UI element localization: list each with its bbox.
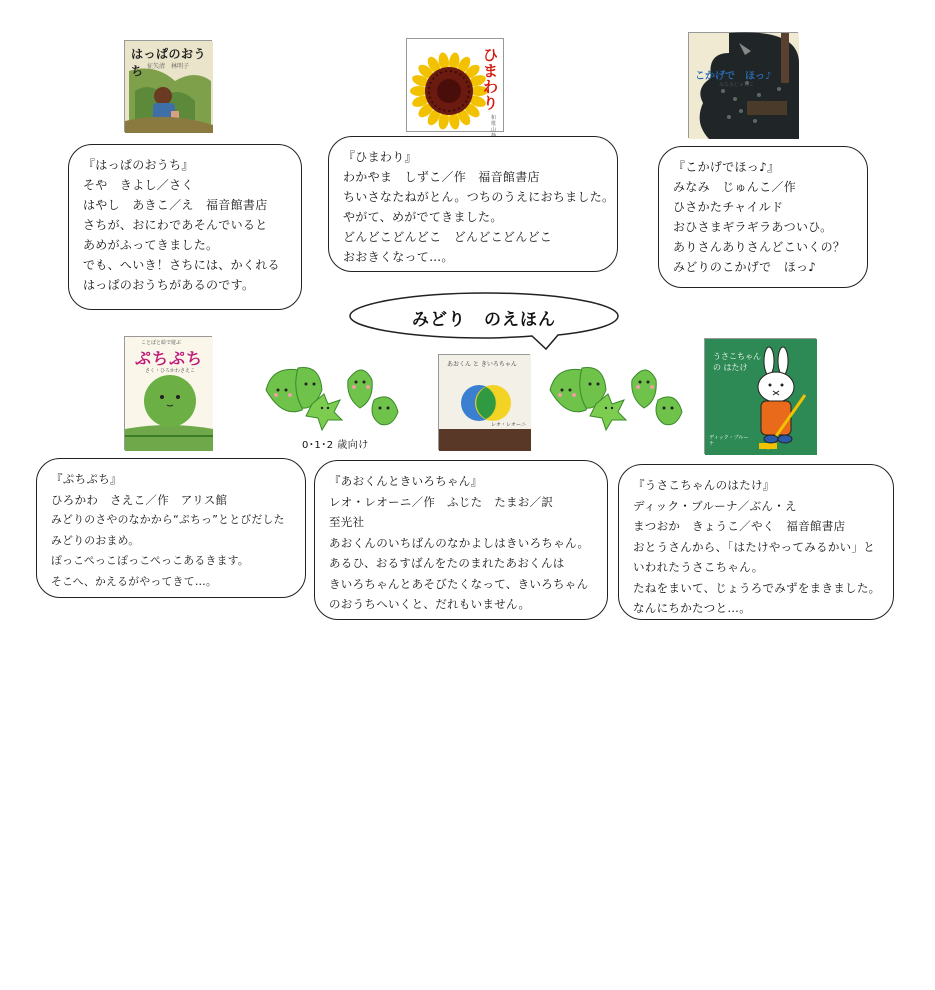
description-line: おひさまギラギラあついひ。: [673, 220, 833, 234]
description-line: ディック・ブルーナ／ぶん・え: [633, 498, 797, 513]
description-line: 『はっぱのおうち』: [83, 158, 194, 172]
himawari-cover-sub: 和歌山: [491, 115, 497, 133]
description-line: 『うさこちゃんのはたけ』: [633, 478, 775, 492]
description-line: 『ぷちぷち』: [51, 472, 122, 486]
age-label: 0･1･2 歳向け: [302, 440, 369, 451]
description-line: ちいさなたねがとん。つちのうえにおちました。: [343, 190, 615, 204]
book-cover-kokage: [688, 32, 798, 138]
happa-cover-title: はっぱのおうち: [131, 47, 207, 78]
description-line: いわれたうさこちゃん。: [633, 560, 764, 574]
description-line: あおくんのいちばんのなかよしはきいろちゃん。: [329, 535, 590, 550]
puchipuchi-cover-title: ぷちぷち: [135, 349, 204, 368]
book-cover-puchipuchi: [124, 336, 212, 450]
usako-cover-title: うさこちゃんの はたけ: [713, 352, 761, 372]
book-cover-usako: [704, 338, 816, 454]
aokun-cover-sub: レオ・レオーニ: [491, 422, 527, 428]
description-line: わかやま しずこ／作 福音館書店: [343, 170, 540, 184]
description-line: 『あおくんときいろちゃん』: [329, 474, 483, 488]
description-line: そや きよし／さく: [83, 178, 194, 192]
description-line: 『こかげでほっ♪』: [673, 160, 780, 174]
description-line: みなみ じゅんこ／作: [673, 180, 797, 194]
book-description-kokage: [658, 146, 868, 288]
description-line: ぽっこぺっこぽっこぺっこあるきます。: [51, 554, 250, 567]
description-line: あるひ、おるすばんをたのまれたあおくんは: [329, 556, 565, 570]
leaves-decoration-left: [262, 360, 402, 432]
description-line: でも、へいき！さちには、かくれる: [83, 258, 280, 272]
kokage-cover-sub: みなみじゅんこ: [719, 82, 755, 88]
kokage-cover-title: こかげで ほっ♪: [695, 71, 772, 82]
book-cover-happa: [124, 40, 212, 132]
book-description-usako: [618, 464, 894, 620]
description-line: おとうさんから、「はたけやってみるかい」と: [633, 539, 876, 554]
description-line: みどりのこかげで ほっ♪: [673, 260, 817, 274]
book-description-happa: [68, 144, 302, 310]
description-line: レオ・レオーニ／作 ふじた たまお／訳: [329, 494, 554, 509]
description-line: まつおか きょうこ／やく 福音館書店: [633, 519, 846, 533]
page-title: みどり のえほん: [412, 310, 556, 330]
description-line: なんにちかたつと…。: [633, 601, 751, 615]
aokun-cover-title: あおくん と きいろちゃん: [447, 361, 517, 368]
blue-yellow-illustration: [439, 355, 531, 451]
leaves-decoration-right: [546, 360, 686, 432]
description-line: 至光社: [329, 515, 365, 529]
description-line: そこへ、かえるがやってきて…。: [51, 574, 218, 588]
book-cover-himawari: [406, 38, 504, 132]
description-line: あめがふってきました。: [83, 238, 219, 252]
book-description-himawari: [328, 136, 618, 272]
description-line: たねをまいて、じょうろでみずをまきました。: [633, 580, 881, 595]
description-line: おおきくなって…。: [343, 250, 454, 264]
description-line: はやし あきこ／え 福音館書店: [83, 198, 268, 212]
book-description-aokun: [314, 460, 608, 620]
book-cover-aokun: [438, 354, 530, 450]
description-line: ひさかたチャイルド: [673, 200, 784, 214]
himawari-cover-title: ひまわり: [483, 46, 499, 112]
book-description-puchipuchi: [36, 458, 306, 598]
description-line: みどりのさやのなかから“ぷちっ”ととびだした: [51, 513, 285, 526]
description-line: ひろかわ さえこ／作 アリス館: [51, 492, 228, 507]
description-line: どんどこどんどこ どんどこどんどこ: [343, 230, 553, 244]
usako-cover-sub: ディック・ブルーナ: [709, 435, 749, 447]
description-line: みどりのおまめ。: [51, 533, 140, 547]
puchipuchi-cover-sub: さく・ひろかわさえこ: [145, 368, 196, 374]
description-line: のおうちへいくと、だれもいません。: [329, 597, 531, 611]
description-line: きいろちゃんとあそびたくなって、きいろちゃん: [329, 576, 589, 591]
description-line: さちが、おにわであそんでいると: [83, 218, 268, 232]
happa-cover-sub: 征矢清 林明子: [147, 63, 190, 70]
description-line: 『ひまわり』: [343, 150, 417, 164]
description-line: はっぱのおうちがあるのです。: [83, 278, 255, 292]
puchipuchi-cover-top: ことばと絵で遊ぶ: [141, 340, 182, 346]
description-line: ありさんありさんどこいくの？: [673, 240, 846, 254]
description-line: やがて、めがでてきました。: [343, 210, 503, 224]
